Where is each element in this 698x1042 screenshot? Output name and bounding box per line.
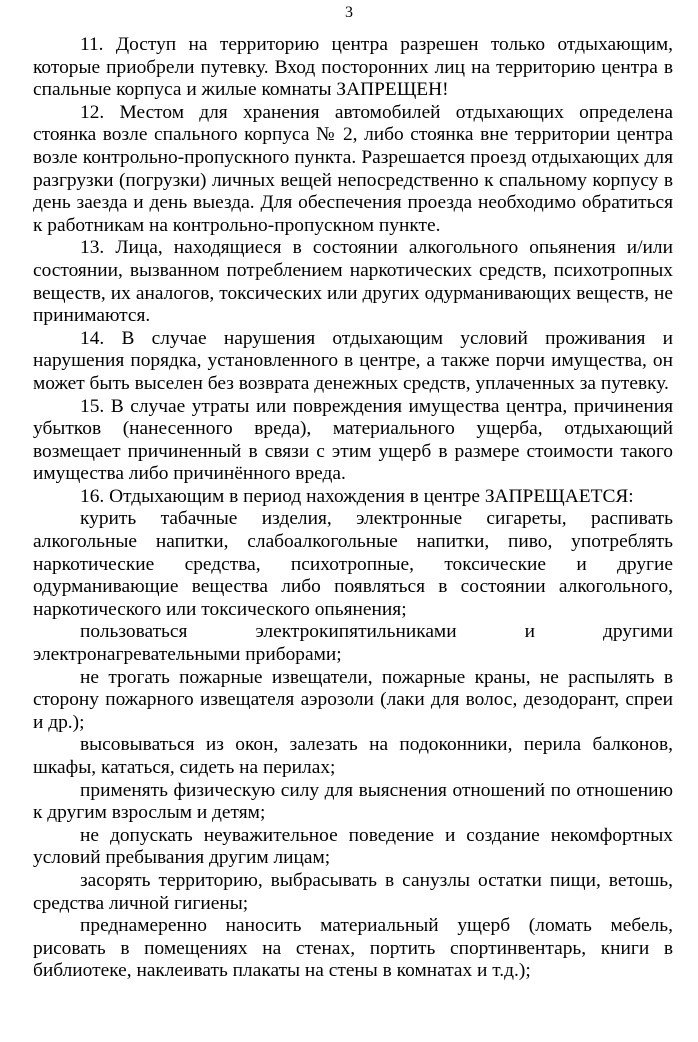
- prohibition-fire-detectors: не трогать пожарные извещатели, пожарные краны, не распылять в сторону пожарного извещателя аэрозоли (лаки для волос, дезодорант, спреи и др.);: [33, 666, 673, 733]
- prohibition-windows-balconies: высовываться из окон, залезать на подоконники, перила балконов, шкафы, кататься, сидеть на перилах;: [33, 734, 673, 778]
- paragraph-16-prohibitions: 16. Отдыхающим в период нахождения в центре ЗАПРЕЩАЕТСЯ:: [80, 485, 634, 507]
- prohibition-disrespect: не допускать неуважительное поведение и создание некомфортных условий пребывания другим лицам;: [33, 824, 673, 869]
- document-body: [33, 34, 673, 983]
- paragraph-14-eviction: 14. В случае нарушения отдыхающим условий проживания и нарушения порядка, установленного в центре, а также порчи имущества, он может быть выселен без возврата денежных средств, уплаченных за путевку.: [33, 327, 673, 394]
- prohibition-littering: засорять территорию, выбрасывать в санузлы остатки пищи, ветошь, средства личной гигиены;: [33, 869, 673, 914]
- paragraph-12-parking: 12. Местом для хранения автомобилей отдыхающих определена стоянка возле спального корпуса № 2, либо стоянка вне территории центра возле контрольно-пропускного пункта. Разрешается проезд отдыхающих для разгрузки (погрузки) личных вещей непосредственно к спальному корпусу в день заезда и день выезда. Для обеспечения проезда необходимо обратиться к работникам на контрольно-пропускном пункте.: [33, 101, 673, 236]
- paragraph-11-access: 11. Доступ на территорию центра разрешен только отдыхающим, которые приобрели путевку. Вход посторонних лиц на территорию центра в спальные корпуса и жилые комнаты ЗАПРЕЩЕН!: [33, 34, 673, 101]
- prohibition-heaters: пользоваться электрокипятильниками и другими электронагревательными приборами;: [33, 621, 673, 666]
- prohibition-smoking-alcohol: курить табачные изделия, электронные сигареты, распивать алкогольные напитки, слабоалкогольные напитки, пиво, употреблять наркотические средства, психотропные, токсические и другие одурманивающие вещества либо появляться в состоянии алкогольного, наркотического или токсического опьянения;: [33, 508, 673, 620]
- paragraph-13-intoxication: 13. Лица, находящиеся в состоянии алкогольного опьянения и/или состоянии, вызванном потреблением наркотических средств, психотропных веществ, их аналогов, токсических или других одурманивающих веществ, не принимаются.: [33, 237, 673, 327]
- prohibition-physical-force: применять физическую силу для выяснения отношений по отношению к другим взрослым и детям;: [33, 779, 673, 824]
- paragraph-15-damages: 15. В случае утраты или повреждения имущества центра, причинения убытков (нанесенного вреда), материального ущерба, отдыхающий возмещает причиненный в связи с этим ущерб в размере стоимости такого имущества либо причинённого вреда.: [33, 395, 673, 485]
- prohibition-property-damage: преднамеренно наносить материальный ущерб (ломать мебель, рисовать в помещениях на стенах, портить спортинвентарь, книги в библиотеке, наклеивать плакаты на стены в комнатах и т.д.);: [33, 915, 673, 982]
- page-number: 3: [345, 4, 353, 21]
